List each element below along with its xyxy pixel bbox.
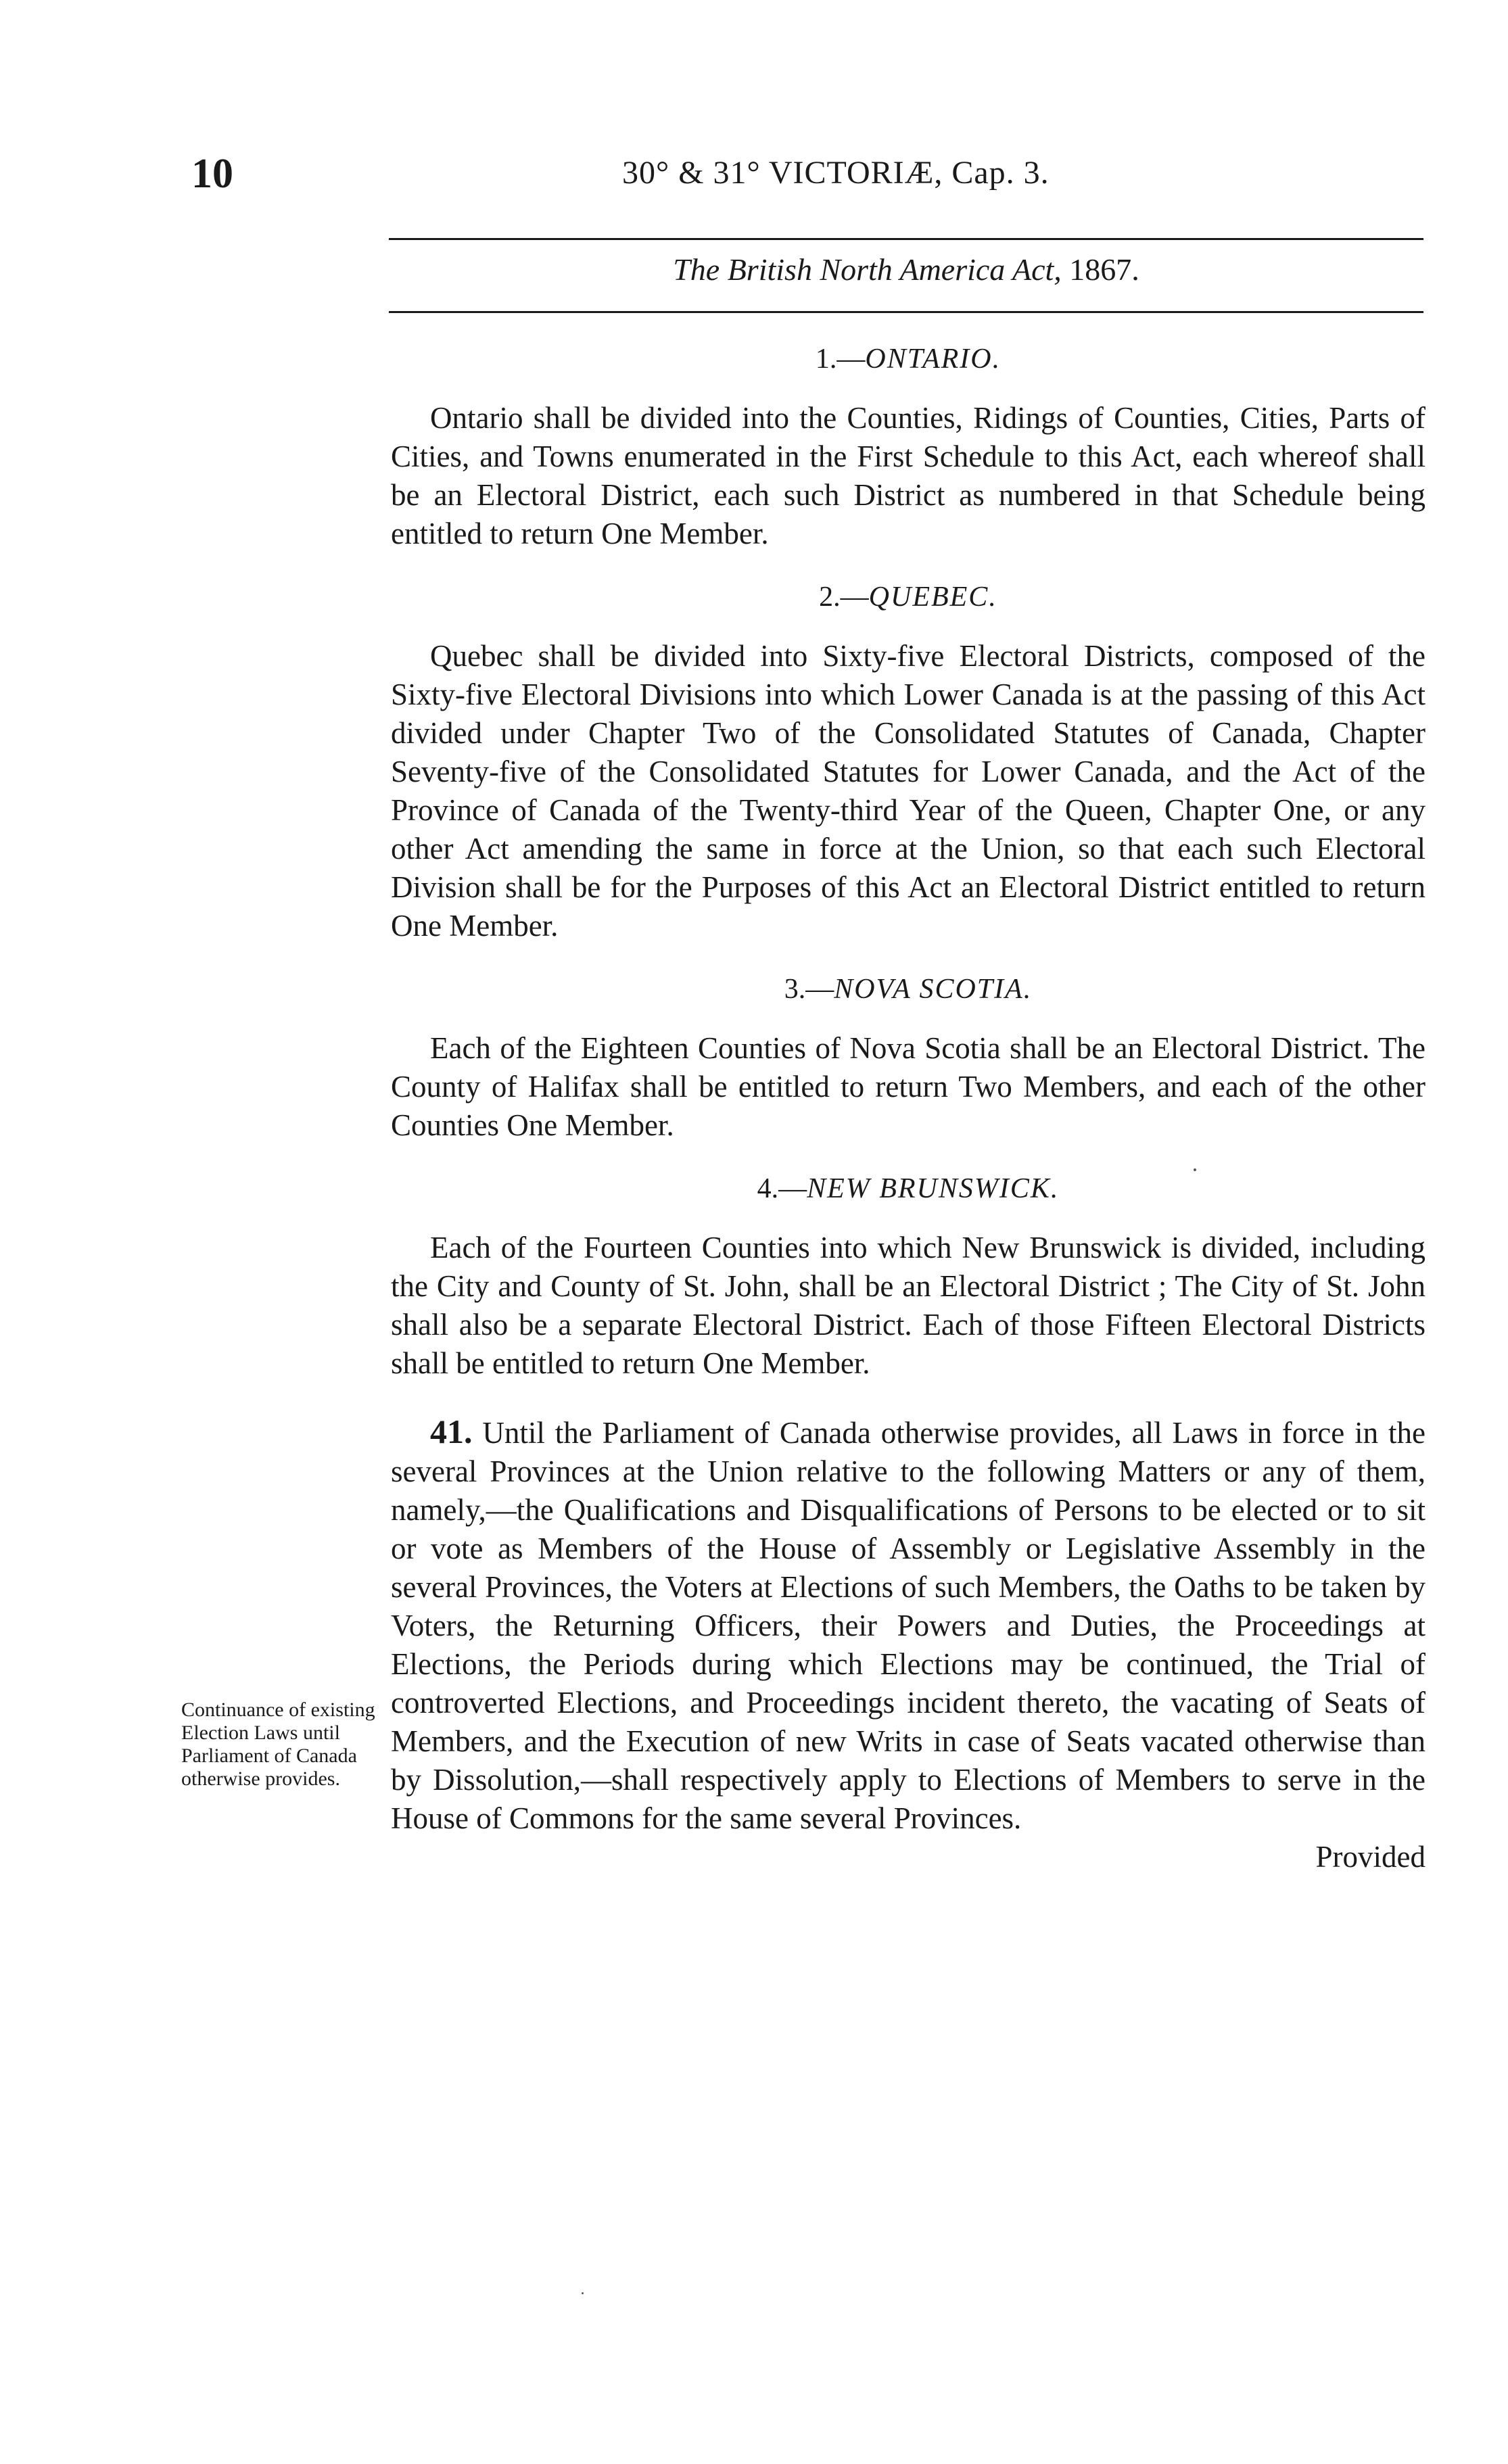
section-new-brunswick bbox=[391, 1175, 1425, 1383]
print-speck bbox=[582, 2292, 584, 2294]
body-column bbox=[391, 345, 1425, 1876]
section-quebec bbox=[391, 583, 1425, 945]
print-speck bbox=[1194, 1168, 1196, 1171]
clause-text: Until the Parliament of Canada otherwise provides, all Laws in force in the several Provinces at the Union relative to the following Matters or any of them, namely,—the Qualifications and Disqualifications of Persons to be elected or to sit or vote as Members of the House of Assembly or Legislative Assembly in the several Provinces, the Voters at Elections of such Members, the Oaths to be taken by Voters, the Returning Officers, their Powers and Duties, the Proceedings at Elections, the Periods during which Elections may be continued, the Trial of controverted Elections, and Proceedings incident thereto, the vacating of Seats of Members, and the Execution of new Writs in case of Seats vacated otherwise than by Dissolution,—shall respectively apply to Elections of Members to serve in the House of Commons for the same several Provinces. bbox=[391, 1416, 1425, 1835]
clause-41 bbox=[391, 1413, 1425, 1838]
section-text: Each of the Fourteen Counties into which New Brunswick is divided, including the City and County of St. John, shall be an Electoral District ; The City of St. John shall also be a separate Electoral District. Each of those Fifteen Electoral Districts shall be entitled to return One Member. bbox=[391, 1231, 1425, 1380]
section-number: 3.— bbox=[784, 974, 834, 1005]
section-name: ONTARIO. bbox=[865, 343, 1002, 375]
section-number: 2.— bbox=[819, 582, 869, 613]
section-heading bbox=[391, 345, 1425, 373]
act-title-year: 1867. bbox=[1061, 252, 1139, 287]
page-number: 10 bbox=[191, 151, 233, 197]
section-name: NOVA SCOTIA. bbox=[834, 974, 1033, 1005]
catchword: Provided bbox=[1315, 1840, 1425, 1874]
section-number: 4.— bbox=[757, 1173, 807, 1204]
clause-number: 41. bbox=[430, 1413, 473, 1450]
section-heading bbox=[391, 583, 1425, 611]
section-ontario bbox=[391, 345, 1425, 553]
section-nova-scotia bbox=[391, 975, 1425, 1145]
section-text: Each of the Eighteen Counties of Nova Scotia shall be an Electoral District. The County of Halifax shall be entitled to return Two Members, and each of the other Counties One Member. bbox=[391, 1031, 1425, 1142]
running-head: 30° & 31° VICTORIÆ, Cap. 3. bbox=[622, 155, 1050, 191]
section-text: Ontario shall be divided into the Counties, Ridings of Counties, Cities, Parts of Cities, and Towns enumerated in the First Schedule to this Act, each whereof shall be an Electoral District, each such District as numbered in that Schedule being entitled to return One Member. bbox=[391, 401, 1425, 550]
header-rule-bottom bbox=[389, 311, 1423, 313]
section-text: Quebec shall be divided into Sixty-five Electoral Districts, composed of the Sixty-five Electoral Divisions into which Lower Canada is at the passing of this Act divided under Chapter Two of the Consolidated Statutes of Canada, Chapter Seventy-five of the Consolidated Statutes for Lower Canada, and the Act of the Province of Canada of the Twenty-third Year of the Queen, Chapter One, or any other Act amending the same in force at the Union, so that each such Electoral Division shall be for the Purposes of this Act an Electoral District entitled to return One Member. bbox=[391, 639, 1425, 943]
act-title-name: The British North America Act, bbox=[673, 252, 1062, 287]
section-heading bbox=[391, 975, 1425, 1003]
section-name: NEW BRUNSWICK. bbox=[807, 1173, 1060, 1204]
margin-note: Continuance of existing Election Laws until Parliament of Canada otherwise provides. bbox=[181, 1699, 375, 1790]
section-number: 1.— bbox=[815, 343, 866, 375]
section-heading bbox=[391, 1175, 1425, 1203]
section-name: QUEBEC. bbox=[868, 582, 997, 613]
act-title bbox=[389, 254, 1423, 285]
header-rule-top bbox=[389, 238, 1423, 240]
